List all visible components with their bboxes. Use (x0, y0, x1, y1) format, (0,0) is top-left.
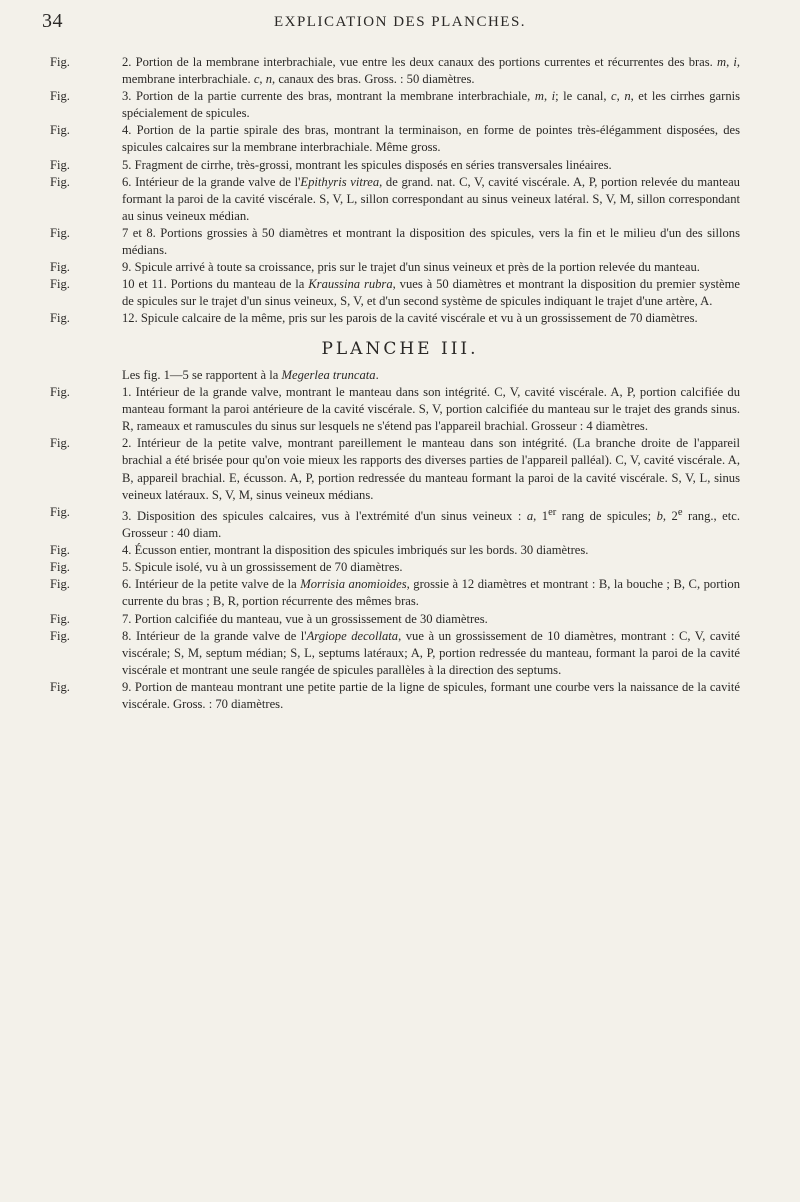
plate-title: PLANCHE III. (321, 339, 479, 359)
plate-ii-captions (0, 54, 800, 328)
figure-caption (0, 88, 800, 122)
figure-caption-text: 2. Intérieur de la petite valve, montrant pareillement le manteau dans son intégrité. (La branche droite de l'appareil brachial a été brisée pour qu'on voie mieux les rapports des diverses parties de l'appareil palléal). C, V, cavité viscérale. A, B, appareil brachial. E, écusson. A, P, portion redressée du manteau formant la paroi de la cavité viscérale. S, V, L, sinus veineux latéraux. S, V, M, sinus veineux médians. (122, 436, 740, 502)
figure-caption-text: 8. Intérieur de la grande valve de l'Argiope decollata, vue à un grossissement de 10 diamètres, montrant : C, V, cavité viscérale; S, M, septum médian; S, L, septums latéraux; A, P, portion redressée du manteau, formant la paroi de la cavité viscérale et montrant une seule rangée de spicules parallèles à la direction des septums. (122, 628, 740, 677)
figure-caption-text: 1. Intérieur de la grande valve, montrant le manteau dans son intégrité. C, V, cavité viscérale. A, P, portion calcifiée du manteau formant la paroi antérieure de la cavité viscérale. S, V, portion calcifiée du manteau sur le trajet des grands sinus. R, rameaux et ramuscules du sinus sur lesquels ne s'étend pas l'appareil brachial. Grosseur : 4 diamètres. (122, 385, 740, 434)
figure-caption (0, 628, 800, 679)
figure-label: Fig. (50, 311, 70, 326)
figure-caption (0, 310, 800, 327)
figure-caption (0, 679, 800, 713)
figure-label: Fig. (50, 277, 70, 292)
figure-caption-text: 3. Disposition des spicules calcaires, vus à l'extrémité d'un sinus veineux : a, 1er rang de spicules; b, 2e rang., etc. Grosseur : 40 diam. (122, 506, 741, 541)
figure-label: Fig. (50, 123, 70, 138)
page-number: 34 (42, 10, 63, 32)
running-header (0, 8, 800, 38)
plate-iii-captions (0, 384, 800, 713)
figure-caption-text: 12. Spicule calcaire de la même, pris sur les parois de la cavité viscérale et vu à un grossissement de 70 diamètres. (122, 311, 698, 326)
figure-caption-text: 4. Écusson entier, montrant la disposition des spicules imbriqués sur les bords. 30 diamètres. (122, 543, 589, 558)
figure-label: Fig. (50, 55, 70, 69)
figure-label: Fig. (50, 260, 70, 275)
figure-caption (0, 54, 800, 88)
figure-caption (0, 559, 800, 576)
figure-caption (0, 225, 800, 259)
figure-caption (0, 384, 800, 435)
figure-caption (0, 542, 800, 559)
figure-label: Fig. (50, 504, 70, 519)
figure-label: Fig. (50, 679, 70, 694)
figure-caption-text: 9. Spicule arrivé à toute sa croissance, pris sur le trajet d'un sinus veineux et près de la portion relevée du manteau. (122, 260, 700, 275)
figure-caption-text: 7 et 8. Portions grossies à 50 diamètres et montrant la disposition des spicules, vers la fin et le milieu d'un des sillons médians. (122, 225, 740, 258)
figure-label: Fig. (50, 89, 70, 104)
figure-caption (0, 259, 800, 276)
figure-caption-text: 3. Portion de la partie currente des bras, montrant la membrane interbrachiale, m, i; le canal, c, n, et les cirrhes garnis spécialement de spicules. (122, 89, 741, 121)
figure-label: Fig. (50, 225, 70, 240)
figure-caption-text: 6. Intérieur de la grande valve de l'Epithyris vitrea, de grand. nat. C, V, cavité viscérale. A, P, portion relevée du manteau formant la paroi de la cavité viscérale. S, V, L, sillon correspondant au sinus veineux latéral. S, V, M, sillon correspondant au sinus veineux médian. (122, 174, 740, 223)
figure-label: Fig. (50, 543, 70, 558)
figure-label: Fig. (50, 436, 70, 451)
figure-caption (0, 157, 800, 174)
figure-label: Fig. (50, 628, 70, 643)
figure-label: Fig. (50, 157, 70, 172)
figure-label: Fig. (50, 385, 70, 400)
figure-label: Fig. (50, 174, 70, 189)
figure-caption (0, 122, 800, 156)
figure-label: Fig. (50, 560, 70, 575)
running-title: EXPLICATION DES PLANCHES. (273, 14, 527, 30)
figure-caption-text: 5. Fragment de cirrhe, très-grossi, montrant les spicules disposés en séries transversales linéaires. (122, 157, 612, 172)
figure-label: Fig. (50, 577, 70, 592)
figure-caption (0, 276, 800, 310)
figure-caption-text: 2. Portion de la membrane interbrachiale, vue entre les deux canaux des portions currentes et récurrentes des bras. m, i, membrane interbrachiale. c, n, canaux des bras. Gross. : 50 diamètres. (122, 55, 741, 87)
figure-caption-text: 4. Portion de la partie spirale des bras, montrant la terminaison, en forme de pointes très-élégamment disposées, des spicules calcaires sur la membrane interbrachiale. Même gross. (122, 123, 740, 155)
figure-caption (0, 435, 800, 503)
figure-caption (0, 504, 800, 542)
plate-iii-section (0, 330, 800, 713)
figure-caption-text: 7. Portion calcifiée du manteau, vue à un grossissement de 30 diamètres. (122, 611, 488, 626)
figure-caption (0, 174, 800, 225)
figure-caption (0, 576, 800, 610)
plate-intro: Les fig. 1—5 se rapportent à la Megerlea truncata. (122, 368, 379, 382)
figure-caption-text: 9. Portion de manteau montrant une petite partie de la ligne de spicules, formant une courbe vers la naissance de la cavité viscérale. Gross. : 70 diamètres. (122, 679, 740, 711)
figure-caption (0, 611, 800, 628)
figure-caption-text: 10 et 11. Portions du manteau de la Kraussina rubra, vues à 50 diamètres et montrant la disposition du premier système de spicules sur le trajet d'un sinus veineux, S, V, et d'un second système de spicules indiquant le trajet d'une artère, A. (122, 277, 741, 309)
figure-label: Fig. (50, 611, 70, 626)
figure-caption-text: 6. Intérieur de la petite valve de la Morrisia anomioides, grossie à 12 diamètres et montrant : B, la bouche ; B, C, portion currente du bras ; B, R, portion récurrente des mêmes bras. (122, 577, 740, 609)
figure-caption-text: 5. Spicule isolé, vu à un grossissement de 70 diamètres. (122, 560, 403, 575)
